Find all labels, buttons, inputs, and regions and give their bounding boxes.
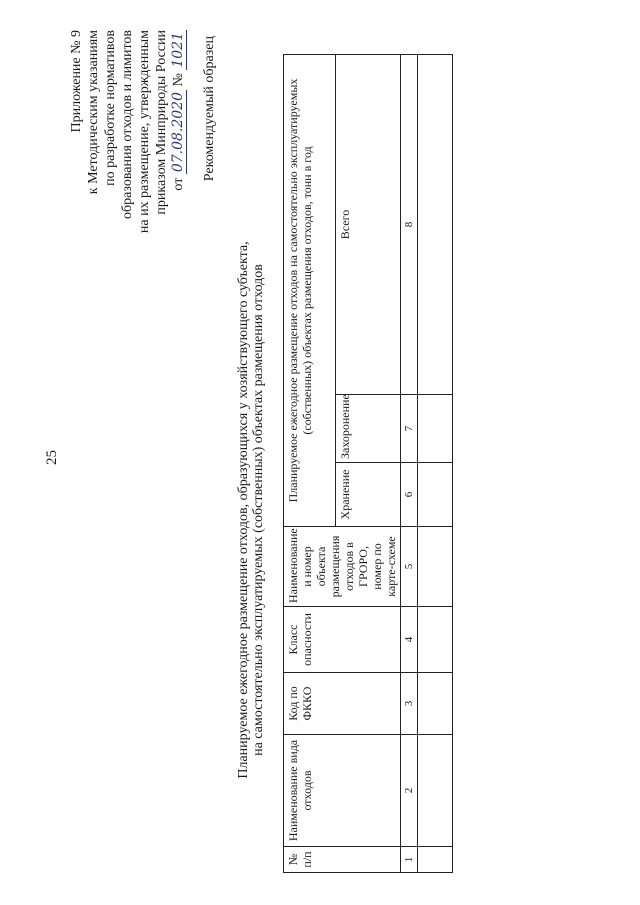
table-cell (418, 395, 453, 463)
header-burial: Захоронение (336, 395, 401, 463)
table-cell (418, 55, 453, 395)
table-row (418, 55, 453, 873)
table-cell (418, 735, 453, 847)
appendix-line: приказом Минприроды России (154, 30, 169, 215)
appendix-line: по разработке нормативов (103, 30, 118, 186)
column-number: 1 (401, 847, 418, 873)
appendix-line: Приложение № 9 (69, 30, 84, 133)
table-header-row (284, 55, 336, 873)
table-cell (418, 847, 453, 873)
document-title-line-1: Планируемое ежегодное размещение отходов, образующихся у хозяйствующего субъекта, (236, 241, 251, 779)
header-storage: Хранение (336, 463, 401, 527)
handwritten-date: 07.08.2020 (170, 92, 186, 173)
table-cell (418, 527, 453, 607)
column-number: 7 (401, 395, 418, 463)
column-number: 8 (401, 55, 418, 395)
appendix-header (68, 30, 187, 330)
column-number: 2 (401, 735, 418, 847)
header-object-name: Наименование и номер объекта размещения отходов в ГРОРО, номер по карте-схеме (284, 527, 401, 607)
table-cell (418, 673, 453, 735)
document-title-line-2: на самостоятельно эксплуатируемых (собственных) объектах размещения отходов (251, 264, 266, 756)
table-cell (418, 607, 453, 673)
column-number-row (401, 55, 418, 873)
appendix-line: образования отходов и лимитов (120, 30, 135, 219)
column-number: 5 (401, 527, 418, 607)
header-waste-name: Наименование вида отходов (284, 735, 401, 847)
waste-placement-table (283, 54, 453, 873)
appendix-date-line (170, 30, 187, 330)
column-number: 4 (401, 607, 418, 673)
document-title (236, 220, 266, 800)
table-cell (418, 463, 453, 527)
column-number: 6 (401, 463, 418, 527)
number-prefix: № (171, 73, 186, 87)
header-total: Всего (336, 55, 401, 395)
header-planned-placement-group: Планируемое ежегодное размещение отходов на самостоятельно эксплуатируемых (собственных) объектах размещения отходов, тонн в год (284, 55, 336, 527)
column-number: 3 (401, 673, 418, 735)
header-hazard-class: Класс опасности (284, 607, 401, 673)
date-prefix: от (171, 177, 186, 191)
appendix-line: к Методическим указаниям (86, 30, 101, 195)
header-fkko-code: Код по ФККО (284, 673, 401, 735)
handwritten-number: 1021 (170, 32, 186, 68)
header-number: № п/п (284, 847, 401, 873)
page-number: 25 (44, 450, 60, 465)
appendix-line: на их размещение, утвержденным (137, 30, 152, 234)
recommended-sample-note: Рекомендуемый образец (202, 36, 217, 182)
